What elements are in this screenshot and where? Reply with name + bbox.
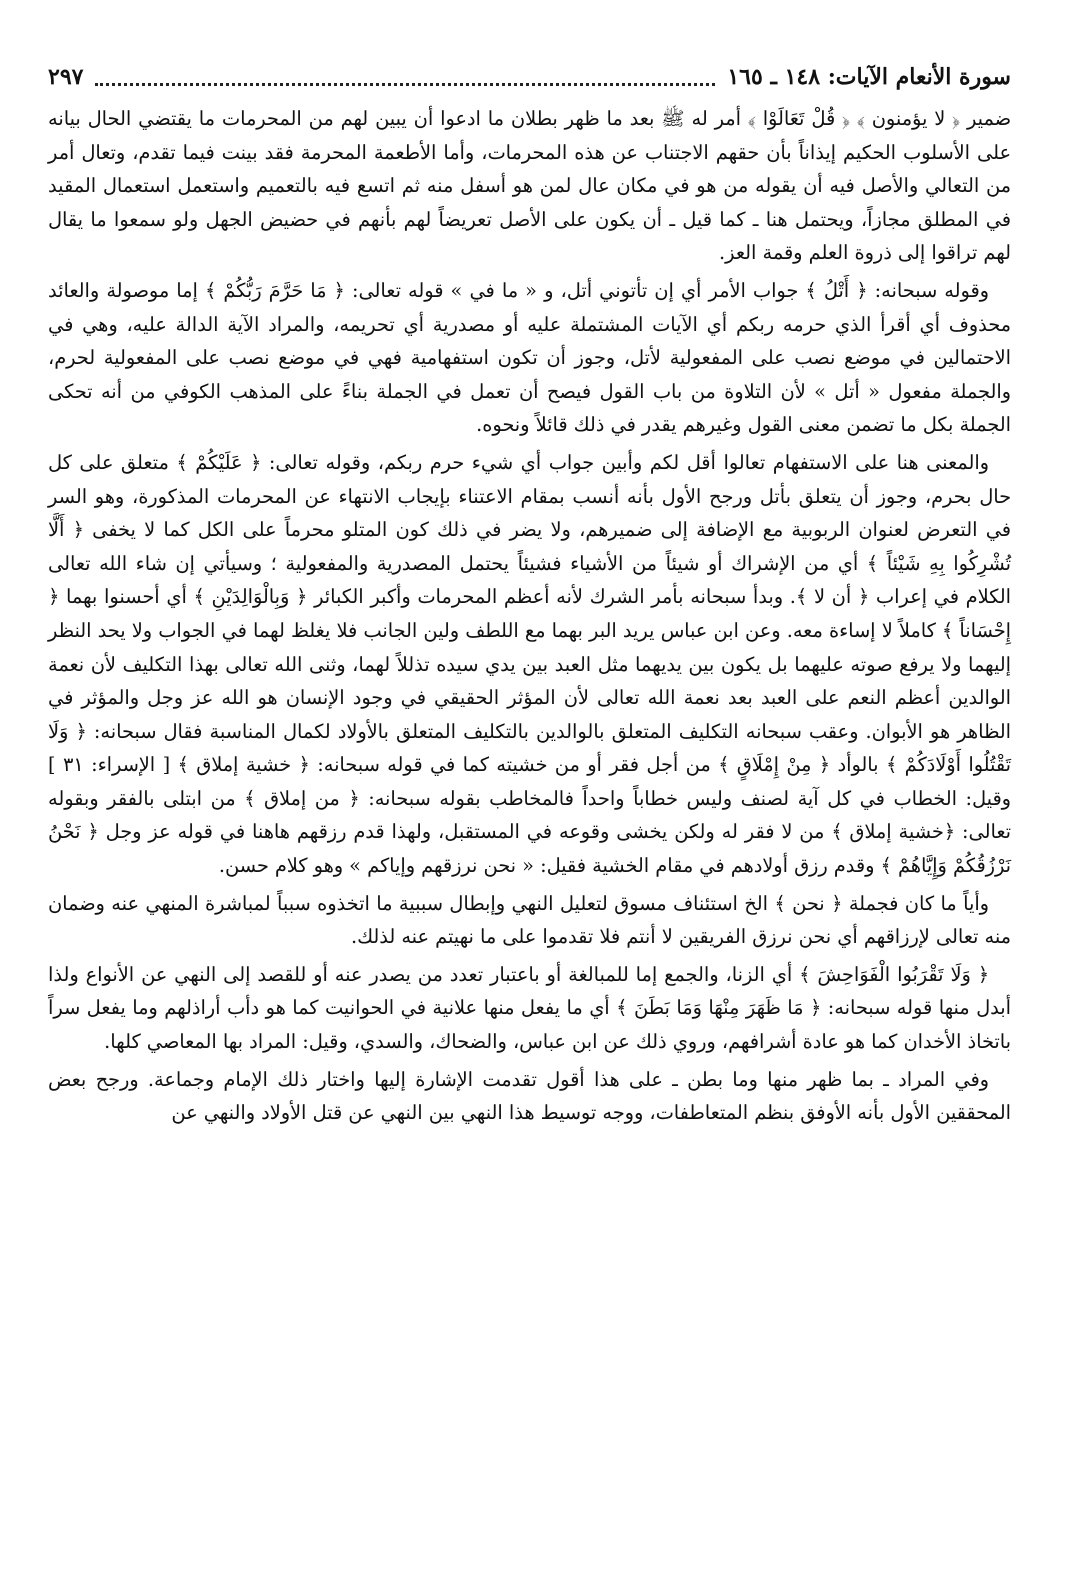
paragraph: ضمير ﴿ لا يؤمنون ﴾ ﴿ قُلْ تَعَالَوْا ﴾ أمر له ﷺ بعد ما ظهر بطلان ما ادعوا أن يبين لهم من المحرمات ما يقتضي الحال بيانه على الأسلوب الحكيم إيذاناً بأن حقهم الاجتناب عن هذه المحرمات، وأما الأطعمة المحرمة فقد بينت فيما تقدم، وتعال أمر من التعالي والأصل فيه أن يقوله من هو في مكان عال لمن هو أسفل منه ثم اتسع فيه بالتعميم واستعمل استعمال المقيد في المطلق مجازاً، ويحتمل هنا ـ كما قيل ـ أن يكون على الأصل تعريضاً لهم بأنهم في حضيض الجهل ولو سمعوا ما يقال لهم تراقوا إلى ذروة العلم وقمة العز. bbox=[48, 107, 1011, 265]
paragraph: وقوله سبحانه: ﴿ أَتْلُ ﴾ جواب الأمر أي إن تأتوني أتل، و « ما في » قوله تعالى: ﴿ مَا حَرَّمَ رَبُّكُمْ ﴾ إما موصولة والعائد محذوف أي أقرأ الذي حرمه ربكم أي الآيات المشتملة عليه أو مصدرية أي تحريمه، والمراد الآية الدالة عليه، وهي في الاحتمالين في موضع نصب على المفعولية لأتل، وجوز أن تكون استفهامية فهي في موضع نصب على المفعولية لحرم، والجملة مفعول « أتل » لأن التلاوة من باب القول فيصح أن تعمل في الجملة بناءً على المذهب الكوفي من أنه تحكى الجملة بكل ما تضمن معنى القول وغيرهم يقدر في ذلك قائلاً ونحوه. bbox=[48, 278, 1011, 437]
paragraph: وأياً ما كان فجملة ﴿ نحن ﴾ الخ استئناف مسوق لتعليل النهي وإبطال سببية ما اتخذوه سبباً لمباشرة المنهي عنه وضمان منه تعالى لإرزاقهم أي نحن نرزق الفريقين لا أنتم فلا تقدموا على ما نهيتم عنه لذلك. bbox=[48, 891, 1011, 949]
paragraph: وفي المراد ـ بما ظهر منها وما بطن ـ على هذا أقول تقدمت الإشارة إليها واختار ذلك الإمام وجماعة. ورجح بعض المحققين الأول بأنه الأوفق بنظم المتعاطفات، ووجه توسيط هذا النهي بين النهي عن قتل الأولاد والنهي عن bbox=[48, 1067, 1011, 1125]
header-dot-leader bbox=[95, 69, 715, 86]
commentary-text bbox=[48, 102, 1011, 1130]
surah-title: سورة الأنعام الآيات: ١٤٨ ـ ١٦٥ bbox=[727, 64, 1011, 90]
page-number: ٢٩٧ bbox=[48, 64, 84, 90]
running-header bbox=[48, 58, 1011, 96]
paragraph: والمعنى هنا على الاستفهام تعالوا أقل لكم وأبين جواب أي شيء حرم ربكم، وقوله تعالى: ﴿ عَلَيْكُمْ ﴾ متعلق على كل حال بحرم، وجوز أن يتعلق بأتل ورجح الأول بأنه أنسب بمقام الاعتناء بإيجاب الانتهاء عن المحرمات المذكورة، وهو السر في التعرض لعنوان الربوبية مع الإضافة إلى ضميرهم، ولا يضر في ذلك كون المتلو محرماً على الكل كما لا يخفى ﴿ أَلَّا تُشْرِكُوا بِهِ شَيْئاً ﴾ أي من الإشراك أو شيئاً من الأشياء فشيئاً يحتمل المصدرية والمفعولية ؛ وسيأتي إن شاء الله تعالى الكلام في إعراب ﴿ أن لا ﴾. وبدأ سبحانه بأمر الشرك لأنه أعظم المحرمات وأكبر الكبائر ﴿ وَبِالْوَالِدَيْنِ ﴾ أي أحسنوا بهما ﴿ إِحْسَاناً ﴾ كاملاً لا إساءة معه. وعن ابن عباس يريد البر بهما مع اللطف ولين الجانب فلا يغلظ لهما في الجواب ولا يحد النظر إليهما ولا يرفع صوته عليهما بل يكون بين يديهما مثل العبد بين يدي سيده تذللاً لهما، وثنى الله تعالى بهذا التكليف لأن نعمة الوالدين أعظم النعم على العبد بعد نعمة الله تعالى لأن المؤثر الحقيقي في وجود الإنسان هو الله عز وجل والمؤثر في الظاهر هو الأبوان. وعقب سبحانه التكليف المتعلق بالوالدين بالتكليف المتعلق بالأولاد لكمال المناسبة فقال سبحانه: ﴿ وَلَا تَقْتُلُوا أَوْلَادَكُمْ ﴾ بالوأد ﴿ مِنْ إِمْلَاقٍ ﴾ من أجل فقر أو من خشيته كما في قوله سبحانه: ﴿ خشية إملاق ﴾ [ الإسراء: ٣١ ] وقيل: الخطاب في كل آية لصنف وليس خطاباً واحداً فالمخاطب بقوله سبحانه: ﴿ من إملاق ﴾ من ابتلى بالفقر وبقوله تعالى: ﴿خشية إملاق ﴾ من لا فقر له ولكن يخشى وقوعه في المستقبل، ولهذا قدم رزقهم هاهنا في قوله عز وجل ﴿ نَحْنُ نَرْزُقُكُمْ وَإِيَّاهُمْ ﴾ وقدم رزق أولادهم في مقام الخشية فقيل: « نحن نرزقهم وإياكم » وهو كلام حسن. bbox=[48, 450, 1011, 878]
paragraph: ﴿ وَلَا تَقْرَبُوا الْفَوَاحِشَ ﴾ أي الزنا، والجمع إما للمبالغة أو باعتبار تعدد من يصدر عنه أو للقصد إلى النهي عن الأنواع ولذا أبدل منها قوله سبحانه: ﴿ مَا ظَهَرَ مِنْهَا وَمَا بَطَنَ ﴾ أي ما يفعل منها علانية في الحوانيت كما هو دأب أراذلهم وما يفعل سراً باتخاذ الأخدان كما هو عادة أشرافهم، وروي ذلك عن ابن عباس، والضحاك، والسدي، وقيل: المراد بها المعاصي كلها. bbox=[48, 962, 1011, 1054]
